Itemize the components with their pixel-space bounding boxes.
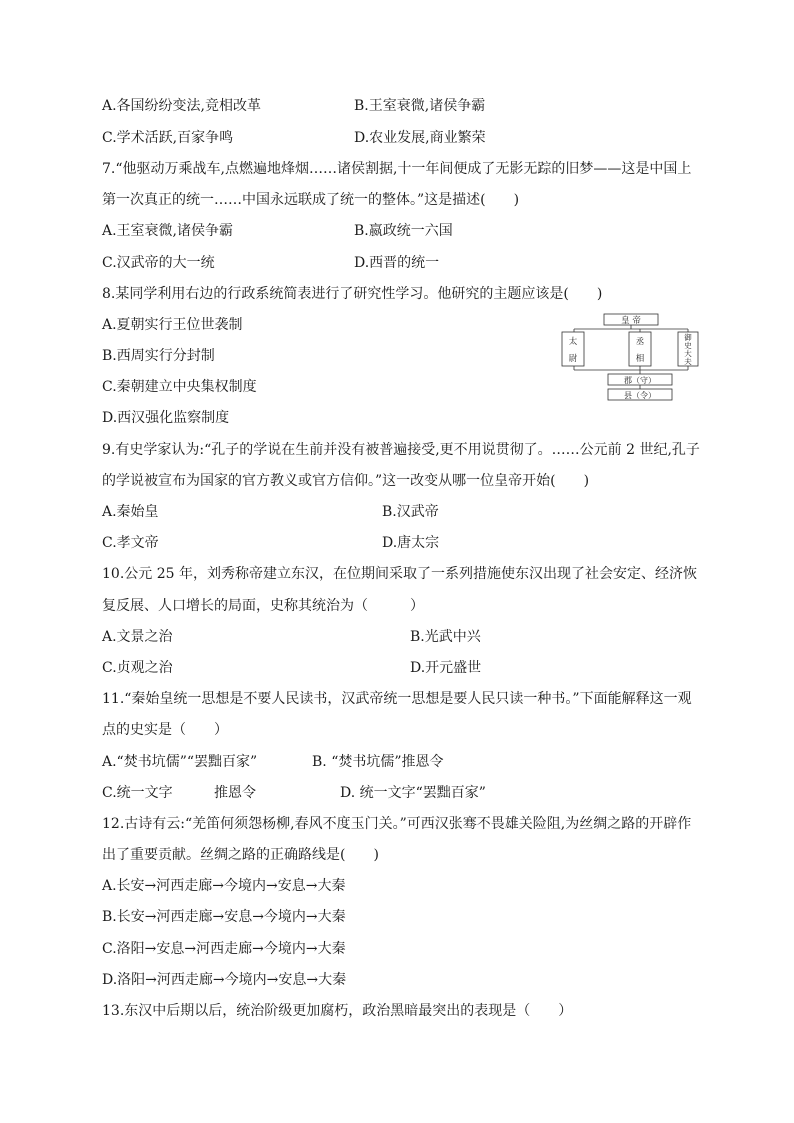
q6-option-d: D.农业发展,商业繁荣 [354, 130, 486, 146]
q10-stem-line-2: 复反展、人口增长的局面，史称其统治为（ ） [102, 598, 424, 614]
q8-option-a: A.夏朝实行王位世袭制 [102, 317, 243, 333]
q11-option-a: A.“焚书坑儒”“罢黜百家” [102, 754, 258, 770]
taiwei-label-1: 太 [568, 337, 578, 347]
q13-stem: 13.东汉中后期以后，统治阶级更加腐朽，政治黑暗最突出的表现是（ ） [102, 1003, 573, 1019]
q10-option-c: C.贞观之治 [102, 660, 173, 676]
q11-option-b: B. “焚书坑儒”推恩令 [312, 754, 444, 770]
q8-option-b: B.西周实行分封制 [102, 348, 215, 364]
q9-option-a: A.秦始皇 [102, 504, 159, 520]
emperor-label: 皇 帝 [621, 316, 641, 326]
diagram-svg [560, 312, 700, 402]
xian-label: 县（令） [624, 391, 656, 400]
q12-stem-line-1: 12.古诗有云:“羌笛何须怨杨柳,春风不度玉门关。”可西汉张骞不畏雄关险阻,为丝绸之路的开辟作 [102, 816, 692, 832]
q9-stem-line-1: 9.有史学家认为:“孔子的学说在生前并没有被普遍接受,更不用说贯彻了。……公元前 2 世纪,孔子 [102, 442, 700, 458]
q6-option-a: A.各国纷纷变法,竞相改革 [102, 98, 262, 114]
yushi-label-4: 夫 [684, 357, 692, 366]
yushi-label-3: 大 [684, 349, 692, 358]
q8-option-d: D.西汉强化监察制度 [102, 410, 230, 426]
jun-label: 郡（守） [624, 376, 656, 385]
q9-option-c: C.孝文帝 [102, 535, 159, 551]
q11-stem-line-2: 点的史实是（ ） [102, 722, 228, 738]
yushi-label-2: 史 [684, 341, 692, 350]
q12-option-c: C.洛阳→安息→河西走廊→今境内→大秦 [102, 941, 346, 957]
q7-option-d: D.西晋的统一 [354, 255, 440, 271]
q8-stem: 8.某同学利用右边的行政系统简表进行了研究性学习。他研究的主题应该是( ) [102, 286, 603, 302]
q9-option-b: B.汉武帝 [382, 504, 439, 520]
q9-stem-line-2: 的学说被宣布为国家的官方教义或官方信仰。”这一改变从哪一位皇帝开始( ) [102, 473, 590, 489]
q11-option-d: D. 统一文字“罢黜百家” [340, 785, 486, 801]
q10-option-a: A.文景之治 [102, 629, 173, 645]
q8-option-c: C.秦朝建立中央集权制度 [102, 379, 257, 395]
q7-option-a: A.王室衰微,诸侯争霸 [102, 223, 234, 239]
q10-stem-line-1: 10.公元 25 年，刘秀称帝建立东汉，在位期间采取了一系列措施使东汉出现了社会安定、经济恢 [102, 566, 697, 582]
q12-stem-line-2: 出了重要贡献。丝绸之路的正确路线是( ) [102, 847, 379, 863]
q7-stem-line-1: 7.“他驱动万乘战车,点燃遍地烽烟……诸侯割据,十一年间便成了无影无踪的旧梦——这是中国上 [102, 161, 692, 177]
yushi-label-1: 御 [684, 333, 692, 342]
q10-option-b: B.光武中兴 [410, 629, 481, 645]
q9-option-d: D.唐太宗 [382, 535, 440, 551]
q7-option-c: C.汉武帝的大一统 [102, 255, 215, 271]
q12-option-b: B.长安→河西走廊→安息→今境内→大秦 [102, 909, 346, 925]
taiwei-label-2: 尉 [568, 354, 578, 364]
q7-stem-line-2: 第一次真正的统一……中国永远联成了统一的整体。”这是描述( ) [102, 192, 520, 208]
q10-option-d: D.开元盛世 [410, 660, 482, 676]
q11-stem-line-1: 11.“秦始皇统一思想是不要人民读书，汉武帝统一思想是要人民只读一种书。”下面能解释这一观 [102, 691, 692, 707]
chengxiang-label-1: 丞 [635, 337, 645, 347]
chengxiang-label-2: 相 [635, 354, 645, 364]
q6-option-c: C.学术活跃,百家争鸣 [102, 130, 234, 146]
q12-option-a: A.长安→河西走廊→今境内→安息→大秦 [102, 878, 346, 894]
q11-option-c: C.统一文字 [102, 785, 173, 801]
q12-option-d: D.洛阳→河西走廊→今境内→安息→大秦 [102, 972, 347, 988]
administrative-system-diagram [560, 312, 700, 402]
q6-option-b: B.王室衰微,诸侯争霸 [354, 98, 486, 114]
q7-option-b: B.嬴政统一六国 [354, 223, 453, 239]
q11-option-c-continued: 推恩令 [214, 785, 256, 801]
